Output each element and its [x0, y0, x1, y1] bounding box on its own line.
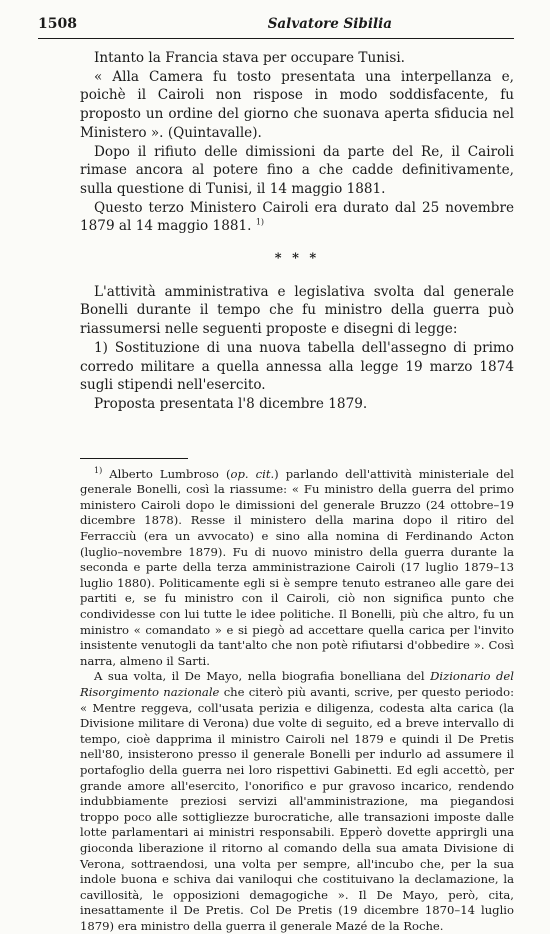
paragraph-4	[80, 199, 514, 236]
running-title: Salvatore Sibilia	[267, 16, 392, 32]
footnote-1-b: ) parlando dell'attività ministeriale del generale Bonelli, così la riassume: « Fu ministro della guerra del primo ministero Cairoli dopo le dimissioni del generale Bruzzo (24 ottobre–19 dicembre 1878). Resse il ministero della marina dopo il ritiro del Ferracciù (era un avvocato) e sino alla nomina di Ferdinando Acton (luglio–novembre 1879). Fu di nuovo ministro della guerra durante la seconda e parte della terza amministrazione Cairoli (17 luglio 1879–13 luglio 1880). Politicamente egli si è sempre tenuto estraneo alle gare dei partiti e, se fu ministro con il Cairoli, ciò non significa punto che condividesse con lui tutte le idee politiche. Il Bonelli, più che altro, fu un ministro « comandato » e si piegò ad accettare quella carica per l'invito insistente venutogli da tant'alto che non potè rifiutarsi d'obbedire ». Così narra, almeno il Sarti.	[80, 466, 514, 668]
footnote-1-a: Alberto Lumbroso (	[109, 466, 231, 481]
section-separator: * * *	[274, 251, 320, 267]
paragraph-7: Proposta presentata l'8 dicembre 1879.	[94, 395, 368, 412]
paragraph-6: 1) Sostituzione di una nuova tabella dell'assegno di primo corredo militare a quella annessa alla legge 19 marzo 1874 sugli stipendi nell'esercito.	[80, 339, 514, 394]
paragraph-2: « Alla Camera fu tosto presentata una interpellanza e, poichè il Cairoli non rispose in modo soddisfacente, fu proposto un ordine del giorno che suonava aperta sfiducia nel Ministero ». (Quintavalle).	[80, 68, 514, 141]
paragraph-5: L'attività amministrativa e legislativa svolta dal generale Bonelli durante il tempo che fu ministro della guerra può riassumersi nelle seguenti proposte e disegni di legge:	[80, 283, 514, 338]
footnote-2-b: che citerò più avanti, scrive, per questo periodo: « Mentre reggeva, coll'usata perizia e diligenza, codesta alta carica (la Divisione militare di Verona) due volte di seguito, ed a breve intervallo di tempo, cioè dapprima il ministro Cairoli nel 1879 e quindi il De Pretis nell'80, insisterono presso il generale Bonelli per indurlo ad assumere il portafoglio della guerra nei loro rispettivi Gabinetti. Ed egli accettò, per grande amore all'esercito, l'onorifico e pur gravoso incarico, rendendo indubbiamente preziosi servizi all'amministrazione, ma piegandosi troppo poco alle sottigliezze burocratiche, alle transazioni imposte dalle lotte parlamentari ai ministri responsabili. Epperò dovette apprirgli una gioconda liberazione il ritorno al comando della sua amata Divisione di Verona, sottraendosi, una volta per sempre, all'incubo che, per la sua indole buona e schiva dai vaniloqui che costituivano la declamazione, la cavillosità, le opposizioni demagogiche ». Il De Mayo, però, cita, inesattamente il De Pretis. Col De Pretis (19 dicembre 1870–14 luglio 1879) era ministro della guerra il generale Mazé de la Roche.	[80, 684, 514, 933]
footnote-1-citation: op. cit.	[230, 466, 275, 481]
running-header	[38, 16, 514, 39]
footnote-2-a: A sua volta, il De Mayo, nella biografia bonelliana del	[94, 669, 431, 684]
paragraph-3: Dopo il rifiuto delle dimissioni da parte del Re, il Cairoli rimase ancora al potere fino a che cadde definitivamente, sulla questione di Tunisi, il 14 maggio 1881.	[80, 143, 514, 197]
paragraph-4-text: Questo terzo Ministero Cairoli era durato dal 25 novembre 1879 al 14 maggio 1881.	[80, 199, 514, 235]
main-text	[80, 49, 514, 934]
footnote-1-continuation	[80, 669, 514, 934]
footnote-1	[80, 467, 514, 670]
footnotes	[80, 467, 514, 934]
footnote-rule	[80, 458, 188, 459]
footnote-marker-1: 1)	[94, 465, 103, 475]
page-number: 1508	[38, 16, 77, 32]
paragraph-1: Intanto la Francia stava per occupare Tunisi.	[94, 50, 405, 66]
footnote-2-citation: Dizionario del Risorgimento nazionale	[80, 669, 514, 699]
footnote-ref-1[interactable]: 1)	[255, 217, 265, 227]
